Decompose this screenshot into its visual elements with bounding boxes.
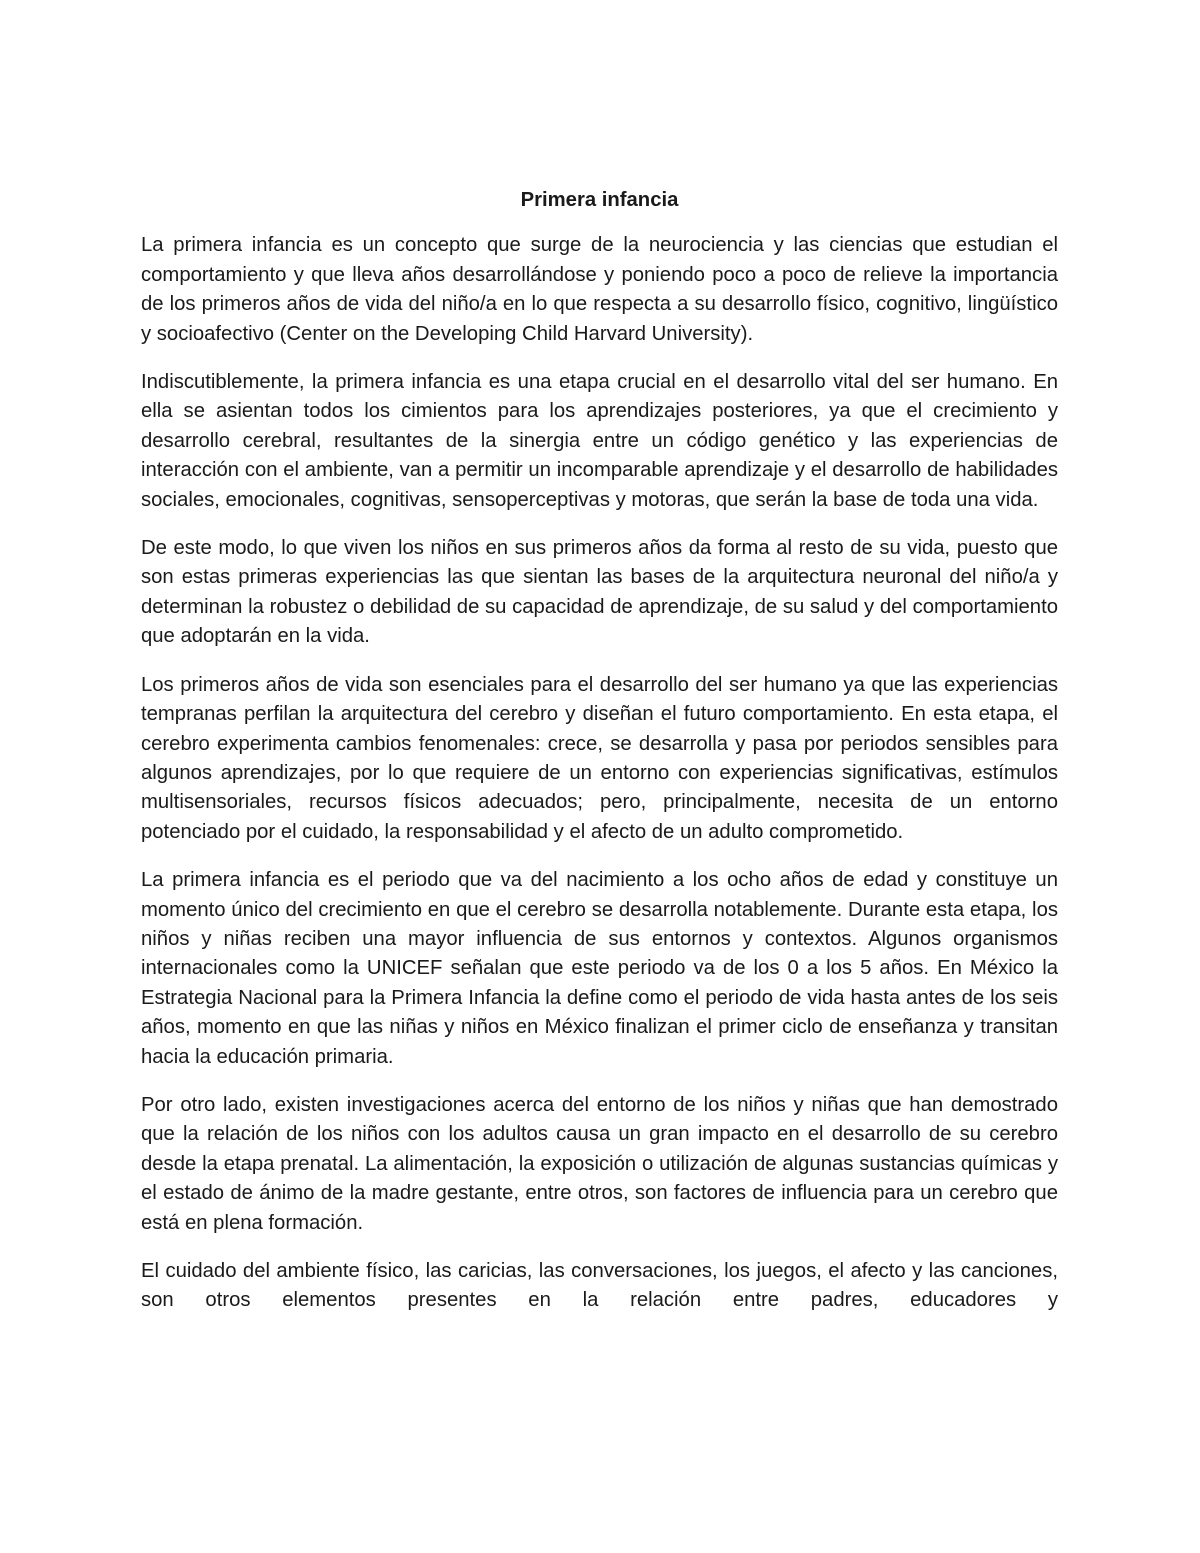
paragraph-6: Por otro lado, existen investigaciones acerca del entorno de los niños y niñas que han demostrado que la relación de los niños con los adultos causa un gran impacto en el desarrollo de su cerebro desde la etapa prenatal. La alimentación, la exposición o utilización de algunas sustancias químicas y el estado de ánimo de la madre gestante, entre otros, son factores de influencia para un cerebro que está en plena formación. — [141, 1093, 1058, 1234]
paragraph-2: Indiscutiblemente, la primera infancia es una etapa crucial en el desarrollo vital del ser humano. En ella se asientan todos los cimientos para los aprendizajes posteriores, ya que el crecimiento y desarrollo cerebral, resultantes de la sinergia entre un código genético y las experiencias de interacción con el ambiente, van a permitir un incomparable aprendizaje y el desarrollo de habilidades sociales, emocionales, cognitivas, sensoperceptivas y motoras, que serán la base de toda una vida. — [141, 371, 1058, 511]
paragraph-4: Los primeros años de vida son esenciales para el desarrollo del ser humano ya que las experiencias tempranas perfilan la arquitectura del cerebro y diseñan el futuro comportamiento. En esta etapa, el cerebro experimenta cambios fenomenales: crece, se desarrolla y pasa por periodos sensibles para algunos aprendizajes, por lo que requiere de un entorno con experiencias significativas, estímulos multisensoriales, recursos físicos adecuados; pero, principalmente, necesita de un entorno potenciado por el cuidado, la responsabilidad y el afecto de un adulto comprometido. — [141, 673, 1058, 843]
document-page — [141, 186, 1058, 1316]
document-title: Primera infancia — [520, 189, 679, 211]
paragraph-5: La primera infancia es el periodo que va del nacimiento a los ocho años de edad y constituye un momento único del crecimiento en que el cerebro se desarrolla notablemente. Durante esta etapa, los niños y niñas reciben una mayor influencia de sus entornos y contextos. Algunos organismos internacionales como la UNICEF señalan que este periodo va de los 0 a los 5 años. En México la Estrategia Nacional para la Primera Infancia la define como el periodo de vida hasta antes de los seis años, momento en que las niñas y niños en México finalizan el primer ciclo de enseñanza y transitan hacia la educación primaria. — [141, 869, 1058, 1068]
paragraph-1: La primera infancia es un concepto que surge de la neurociencia y las ciencias que estudian el comportamiento y que lleva años desarrollándose y poniendo poco a poco de relieve la importancia de los primeros años de vida del niño/a en lo que respecta a su desarrollo físico, cognitivo, lingüístico y socioafectivo (Center on the Developing Child Harvard University). — [141, 234, 1058, 345]
paragraph-7: El cuidado del ambiente físico, las caricias, las conversaciones, los juegos, el afecto y las canciones, son otros elementos presentes en la relación entre padres, educadores y — [141, 1260, 1058, 1312]
paragraph-3: De este modo, lo que viven los niños en sus primeros años da forma al resto de su vida, puesto que son estas primeras experiencias las que sientan las bases de la arquitectura neuronal del niño/a y determinan la robustez o debilidad de su capacidad de aprendizaje, de su salud y del comportamiento que adoptarán en la vida. — [141, 537, 1058, 648]
